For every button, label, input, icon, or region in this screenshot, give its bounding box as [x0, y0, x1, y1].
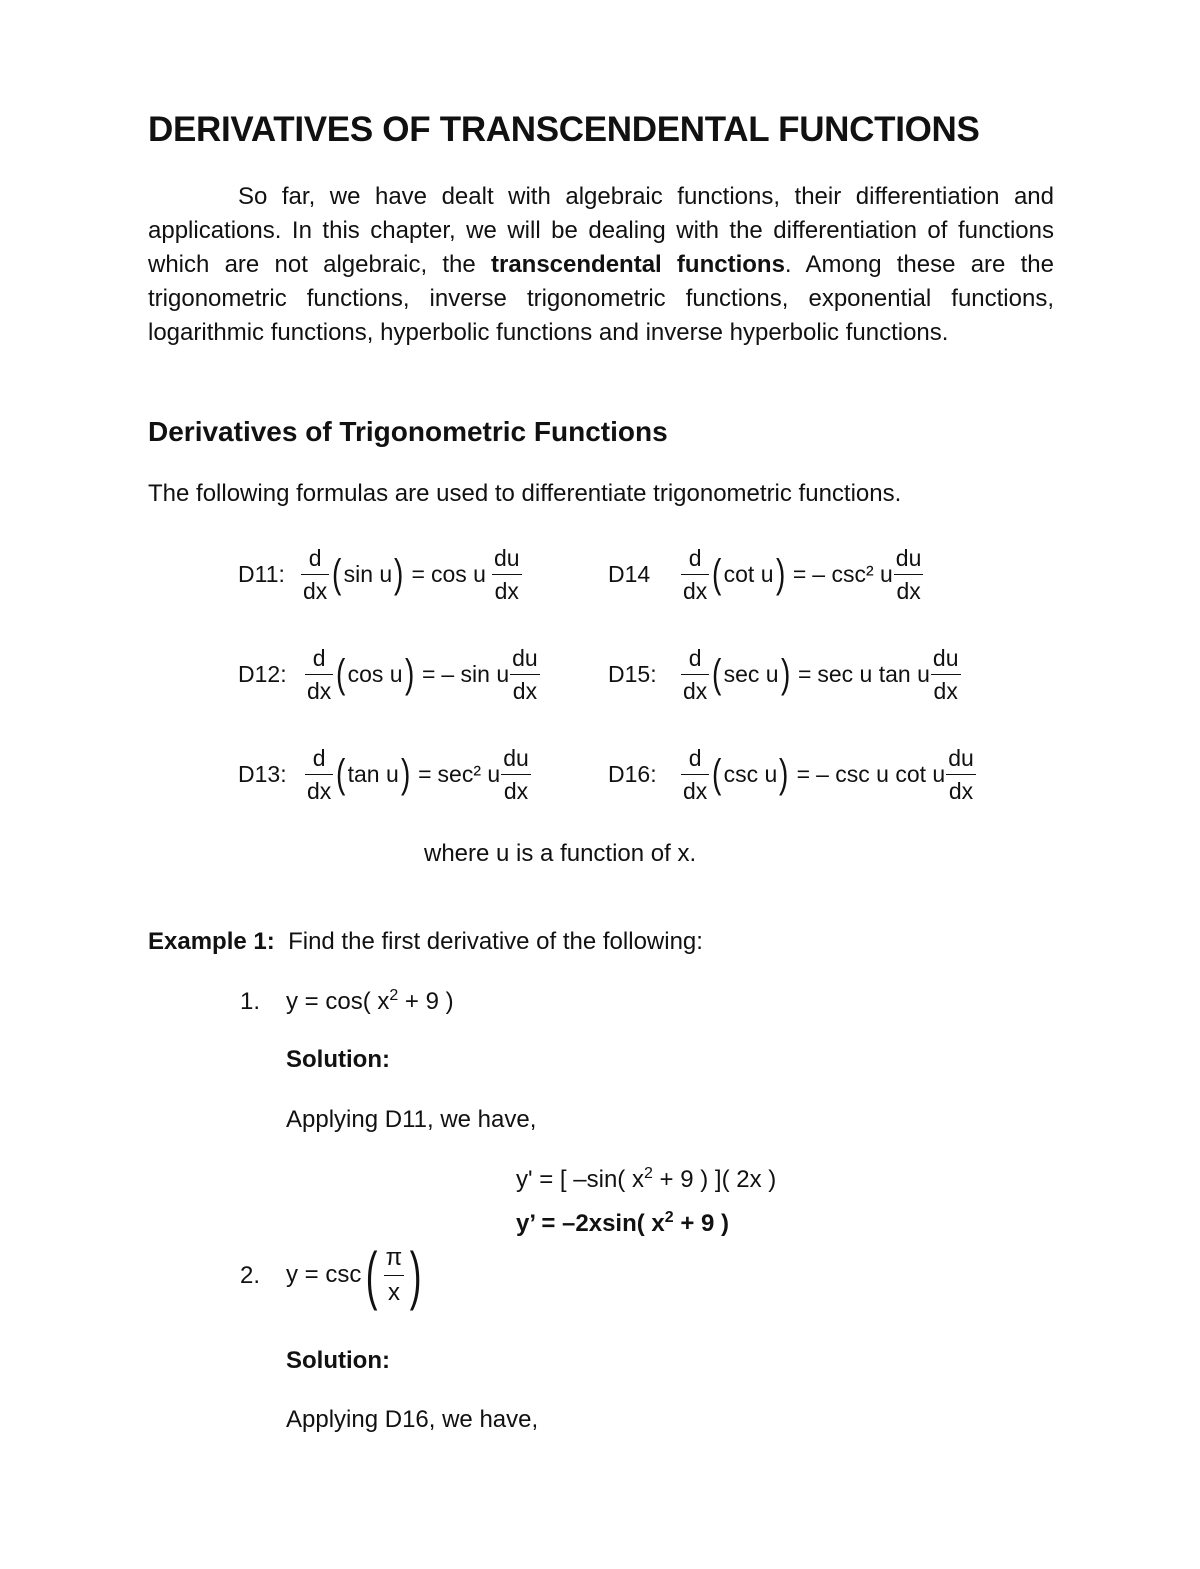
du-dx-fraction: $\frac{du}{dx}$ — [493, 544, 520, 604]
solution-answer-1: y’ = –2xsin( $x^2 + 9$ ) — [516, 1209, 730, 1237]
formula-rhs: cos u — [430, 560, 486, 587]
solution-label-2: Solution: — [286, 1347, 390, 1374]
d-dx-fraction: $\frac{d}{dx}$ — [683, 644, 708, 704]
intro-text-2: . Among these are the trigonometric functions, inverse trigonometric functions, exponential functions, logarithmic functions, hyperbolic functions and inverse hyperbolic functions. — [148, 251, 1054, 346]
formula-label: D15: — [608, 660, 657, 687]
formula-arg: sin u — [343, 560, 393, 587]
d-dx-fraction: $\frac{d}{dx}$ — [683, 544, 708, 604]
formula-label: D14 — [608, 560, 651, 587]
solution-step-1: y' = [ –sin( $x^2 + 9$ ) ]( 2x ) — [516, 1165, 777, 1193]
formula-d11: D11: $\frac{d}{dx}$ ( sin u ) = cos u $\frac{du}{dx}$ — [238, 544, 520, 604]
example-text: Find the first derivative of the following: — [288, 928, 703, 955]
intro-text-1: So far, we have dealt with algebraic functions, their differentiation and applications. In this chapter, we will be dealing with the differentiation of functions which are not algebraic, the — [148, 183, 1054, 278]
solution-label-1: Solution: — [286, 1046, 390, 1073]
section-heading: Derivatives of Trigonometric Functions — [148, 416, 668, 447]
example-item-1-problem: y = cos( $x^2 + 9$ ) — [286, 987, 454, 1015]
formula-label: D13: — [238, 760, 287, 787]
formula-d12: D12: $\frac{d}{dx}$ ( cos u ) = – sin u $\frac{du}{dx}$ — [238, 644, 538, 704]
example-item-2-problem: y = csc ( $\frac{\pi}{x}$ ) — [286, 1239, 422, 1311]
du-dx-fraction: $\frac{du}{dx}$ — [503, 744, 529, 804]
page-title: DERIVATIVES OF TRANSCENDENTAL FUNCTIONS — [148, 110, 980, 149]
d-dx-fraction: $\frac{d}{dx}$ — [307, 744, 332, 804]
example-item-2-number: 2. — [240, 1262, 261, 1289]
d-dx-fraction: $\frac{d}{dx}$ — [307, 644, 332, 704]
du-dx-fraction: $\frac{du}{dx}$ — [512, 644, 538, 704]
formula-d13: D13: $\frac{d}{dx}$ ( tan u ) = sec² u $\frac{du}{dx}$ — [238, 744, 529, 804]
formula-arg: cot u — [723, 560, 774, 587]
formula-arg: sec u — [723, 660, 779, 687]
lead-sentence: The following formulas are used to differentiate trigonometric functions. — [148, 480, 902, 507]
where-note: where u is a function of x. — [424, 840, 697, 867]
d-dx-fraction: $\frac{d}{dx}$ — [303, 544, 328, 604]
formula-rhs: – csc u cot u — [816, 760, 946, 787]
formula-rhs: – sin u — [441, 660, 510, 687]
formula-rhs: – csc² u — [812, 560, 893, 587]
formula-label: D16: — [608, 760, 657, 787]
formula-arg: csc u — [723, 760, 778, 787]
example-label: Example 1: — [148, 928, 275, 955]
example-heading — [148, 928, 703, 956]
formula-d16: D16: $\frac{d}{dx}$ ( csc u ) = – csc u cot u $\frac{du}{dx}$ — [608, 744, 974, 804]
formula-arg: cos u — [347, 660, 403, 687]
formula-label: D12: — [238, 660, 287, 687]
du-dx-fraction: $\frac{du}{dx}$ — [895, 544, 922, 604]
formula-arg: tan u — [347, 760, 399, 787]
du-dx-fraction: $\frac{du}{dx}$ — [932, 644, 959, 704]
formula-d15: D15: $\frac{d}{dx}$ ( sec u ) = sec u tan u $\frac{du}{dx}$ — [608, 644, 959, 704]
du-dx-fraction: $\frac{du}{dx}$ — [948, 744, 974, 804]
formula-label: D11: — [238, 560, 285, 587]
pi-over-x-fraction: $\frac{\pi}{x}$ — [385, 1243, 403, 1306]
applying-note-2: Applying D16, we have, — [286, 1406, 539, 1433]
formula-rhs: sec u tan u — [817, 660, 930, 687]
applying-note-1: Applying D11, we have, — [286, 1106, 537, 1133]
intro-bold-term: transcendental functions — [490, 251, 785, 278]
intro-paragraph — [148, 180, 1054, 350]
formula-d14: D14 $\frac{d}{dx}$ ( cot u ) = – csc² u $\frac{du}{dx}$ — [608, 544, 922, 604]
d-dx-fraction: $\frac{d}{dx}$ — [683, 744, 708, 804]
example-item-1-number: 1. — [240, 988, 261, 1015]
formula-rhs: sec² u — [437, 760, 501, 787]
